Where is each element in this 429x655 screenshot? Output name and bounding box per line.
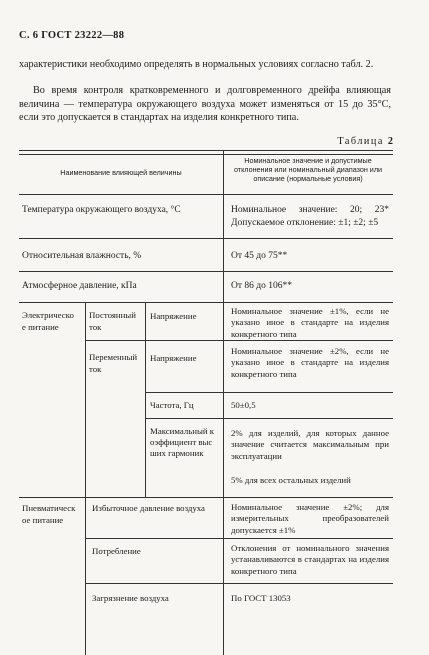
power-subcol-divider-2 bbox=[145, 302, 146, 497]
ac-voltage-value: Номинальное значение ±2%, если не указано иное в стандарте на изделия конкретного типа bbox=[231, 346, 389, 379]
contamination-label: Загрязнение воздуха bbox=[92, 593, 169, 603]
rule-after-dc bbox=[85, 340, 393, 341]
col1-header: Наименование влияющей величины bbox=[60, 168, 182, 177]
table-number: 2 bbox=[387, 136, 393, 147]
power-subcol-divider-1 bbox=[85, 302, 86, 497]
dc-voltage-label: Напряжение bbox=[150, 311, 197, 321]
pressure-value: От 86 до 106** bbox=[231, 281, 292, 291]
frequency-label: Частота, Гц bbox=[150, 400, 194, 410]
rule-after-consumption bbox=[85, 583, 393, 584]
table-label-word: Таблица bbox=[337, 136, 384, 147]
col2-header: Номинальное значение и допустимые отклонения или номинальный диапазон или описание (нормальные условия) bbox=[233, 156, 383, 183]
ac-label: Переменный ток bbox=[89, 352, 138, 374]
overpressure-value: Номинальное значение ±2%; для измерительных преобразователей допускается ±1% bbox=[231, 502, 389, 535]
paragraph-1: характеристики необходимо определять в нормальных условиях согласно табл. 2. bbox=[19, 59, 374, 70]
overpressure-label: Избыточное давление воздуха bbox=[92, 503, 205, 513]
table-column-divider bbox=[223, 150, 224, 655]
rule-after-overpressure bbox=[85, 538, 393, 539]
contamination-value: По ГОСТ 13053 bbox=[231, 593, 291, 603]
table-label bbox=[337, 136, 393, 147]
temperature-name: Температура окружающего воздуха, °С bbox=[22, 205, 181, 215]
ac-voltage-label: Напряжение bbox=[150, 353, 197, 363]
table-top-rule bbox=[19, 150, 393, 155]
humidity-value: От 45 до 75** bbox=[231, 251, 288, 261]
harmonics-label: Максимальный коэффициент высших гармоник bbox=[150, 426, 215, 458]
harmonics-value-1: 2% для изделий, для которых данное значение считается максимальным при эксплуатации bbox=[231, 428, 389, 461]
dc-label: Постоянный ток bbox=[89, 310, 136, 332]
dc-voltage-value: Номинальное значение ±1%, если не указано иное в стандарте на изделия конкретного типа bbox=[231, 306, 389, 339]
consumption-label: Потребление bbox=[92, 546, 141, 556]
table-header-rule bbox=[19, 194, 393, 195]
rule-after-power bbox=[19, 497, 393, 498]
power-group-label: Электрическое питание bbox=[22, 310, 74, 332]
temperature-value: Номинальное значение: 20; 23* Допускаемое отклонение: ±1; ±2; ±5 bbox=[231, 205, 389, 228]
page-header: С. 6 ГОСТ 23222—88 bbox=[19, 30, 125, 41]
pressure-name: Атмосферное давление, кПа bbox=[22, 281, 137, 291]
rule-after-temperature bbox=[19, 238, 393, 239]
harmonics-value-2: 5% для всех остальных изделий bbox=[231, 475, 351, 485]
rule-after-frequency bbox=[145, 418, 393, 419]
paragraph-2: Во время контроля кратковременного и долговременного дрейфа влияющая величина — температура окружающего воздуха может изменяться от 15 до 35°С, если это допускается в стандартах на изделия конкретного типа. bbox=[19, 85, 391, 124]
pneu-subcol-divider bbox=[85, 497, 86, 655]
rule-after-pressure bbox=[19, 302, 393, 303]
rule-after-humidity bbox=[19, 271, 393, 272]
consumption-value: Отклонения от номинального значения устанавливаются в стандартах на изделия конкретного типа bbox=[231, 543, 389, 576]
pneumatic-group-label: Пневматическое питание bbox=[22, 503, 76, 525]
rule-after-ac-voltage bbox=[145, 392, 393, 393]
humidity-name: Относительная влажность, % bbox=[22, 251, 142, 261]
frequency-value: 50±0,5 bbox=[231, 400, 256, 410]
